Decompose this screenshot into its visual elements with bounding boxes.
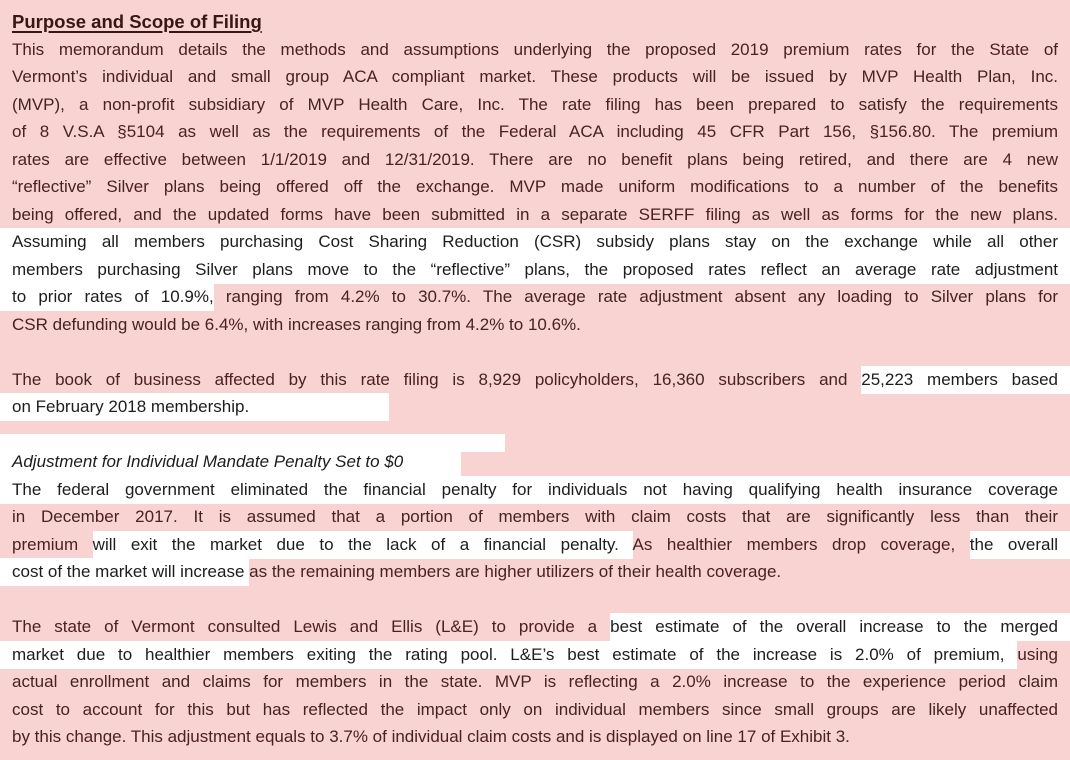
text-line bbox=[12, 476, 1058, 504]
text-segment: cost to account for this but has reflected the impact only on individual members since small groups are likely unaffected bbox=[12, 699, 1058, 719]
text-segment: “reflective” Silver plans being offered off the exchange. MVP made uniform modifications to a number of the benefits bbox=[12, 177, 1058, 196]
subheading-mandate bbox=[12, 448, 1058, 476]
text-segment: Vermont’s individual and small group ACA compliant market. These products will be issued by MVP Health Plan, Inc. bbox=[12, 67, 1058, 86]
text-line bbox=[12, 311, 1058, 339]
blank-line-notch bbox=[12, 421, 1058, 449]
text-line bbox=[12, 173, 1058, 201]
text-line bbox=[12, 146, 1058, 174]
text-segment: actual enrollment and claims for members in the state. MVP is reflecting a 2.0% increase to the experience period claim bbox=[12, 672, 1058, 691]
text-segment: by this change. This adjustment equals to 3.7% of individual claim costs and is displayed on line 17 of Exhibit 3. bbox=[12, 727, 850, 746]
text-segment: premium bbox=[12, 534, 93, 554]
text-segment: using bbox=[1017, 644, 1058, 664]
text-line bbox=[12, 531, 1058, 559]
text-line bbox=[12, 641, 1058, 669]
highlighted-text-segment: best estimate of the overall increase to the merged bbox=[610, 613, 1070, 641]
highlighted-text-segment: on February 2018 membership. bbox=[0, 393, 389, 421]
text-segment: This memorandum details the methods and assumptions underlying the proposed 2019 premium rates for the State of bbox=[12, 39, 1058, 59]
text-segment: CSR defunding would be 6.4%, with increases ranging from 4.2% to 10.6%. bbox=[12, 314, 581, 334]
highlighted-text-segment: will exit the market due to the lack of a financial penalty. bbox=[93, 531, 633, 559]
text-segment: As healthier members drop coverage, bbox=[632, 534, 970, 554]
text-segment: The state of Vermont consulted Lewis and Ellis (L&E) to provide a bbox=[12, 617, 611, 636]
highlighted-text-segment: market due to healthier members exiting the rating pool. L&E’s best estimate of the increase is 2.0% of premium, bbox=[0, 641, 1017, 669]
text-segment: The book of business affected by this rate filing is 8,929 policyholders, 16,360 subscribers and bbox=[12, 369, 862, 389]
text-line bbox=[12, 201, 1058, 229]
text-line bbox=[12, 63, 1058, 91]
text-line bbox=[12, 558, 1058, 586]
text-line bbox=[12, 91, 1058, 119]
text-segment: Purpose and Scope of Filing bbox=[12, 11, 262, 32]
highlighted-text-segment: the overall bbox=[970, 531, 1070, 559]
highlighted-text-segment: cost of the market will increase bbox=[0, 558, 249, 586]
text-line bbox=[12, 613, 1058, 641]
text-line bbox=[12, 696, 1058, 724]
text-line bbox=[12, 228, 1058, 256]
highlighted-text-segment: 25,223 members based bbox=[861, 366, 1070, 394]
text-segment: being offered, and the updated forms have been submitted in a separate SERFF filing as well as forms for the new plans. bbox=[12, 204, 1058, 224]
text-line bbox=[12, 723, 1058, 751]
blank-line bbox=[12, 586, 1058, 614]
text-line bbox=[12, 36, 1058, 64]
text-line bbox=[12, 283, 1058, 311]
highlighted-text-segment: Adjustment for Individual Mandate Penalty Set to $0 bbox=[0, 448, 461, 476]
text-line bbox=[12, 256, 1058, 284]
highlighted-text-segment: The federal government eliminated the financial penalty for individuals not having qualifying health insurance coverage bbox=[0, 476, 1070, 504]
highlighted-text-segment: to prior rates of 10.9%, bbox=[0, 283, 214, 311]
highlighted-text-segment: members purchasing Silver plans move to the “reflective” plans, the proposed rates reflect an average rate adjustment bbox=[0, 256, 1070, 284]
text-line bbox=[12, 366, 1058, 394]
text-segment: ranging from 4.2% to 30.7%. The average rate adjustment absent any loading to Silver plans for bbox=[213, 287, 1058, 306]
text-line bbox=[12, 668, 1058, 696]
text-segment: as the remaining members are higher utilizers of their health coverage. bbox=[249, 562, 782, 581]
text-segment: of 8 V.S.A §5104 as well as the requirements of the Federal ACA including 45 CFR Part 156, §156.80. The premium bbox=[12, 122, 1058, 141]
text-segment: rates are effective between 1/1/2019 and 12/31/2019. There are no benefit plans being retired, and there are 4 new bbox=[12, 149, 1058, 169]
blank-line bbox=[12, 338, 1058, 366]
line-feb-membership bbox=[12, 393, 1058, 421]
text-segment: in December 2017. It is assumed that a portion of members with claim costs that are significantly less than their bbox=[12, 507, 1058, 526]
text-line bbox=[12, 118, 1058, 146]
section-heading bbox=[12, 8, 1058, 36]
text-segment: (MVP), a non-profit subsidiary of MVP Health Care, Inc. The rate filing has been prepared to satisfy the requirements bbox=[12, 94, 1058, 114]
text-line bbox=[12, 503, 1058, 531]
highlighted-text-segment: Assuming all members purchasing Cost Sharing Reduction (CSR) subsidy plans stay on the exchange while all other bbox=[0, 228, 1070, 256]
